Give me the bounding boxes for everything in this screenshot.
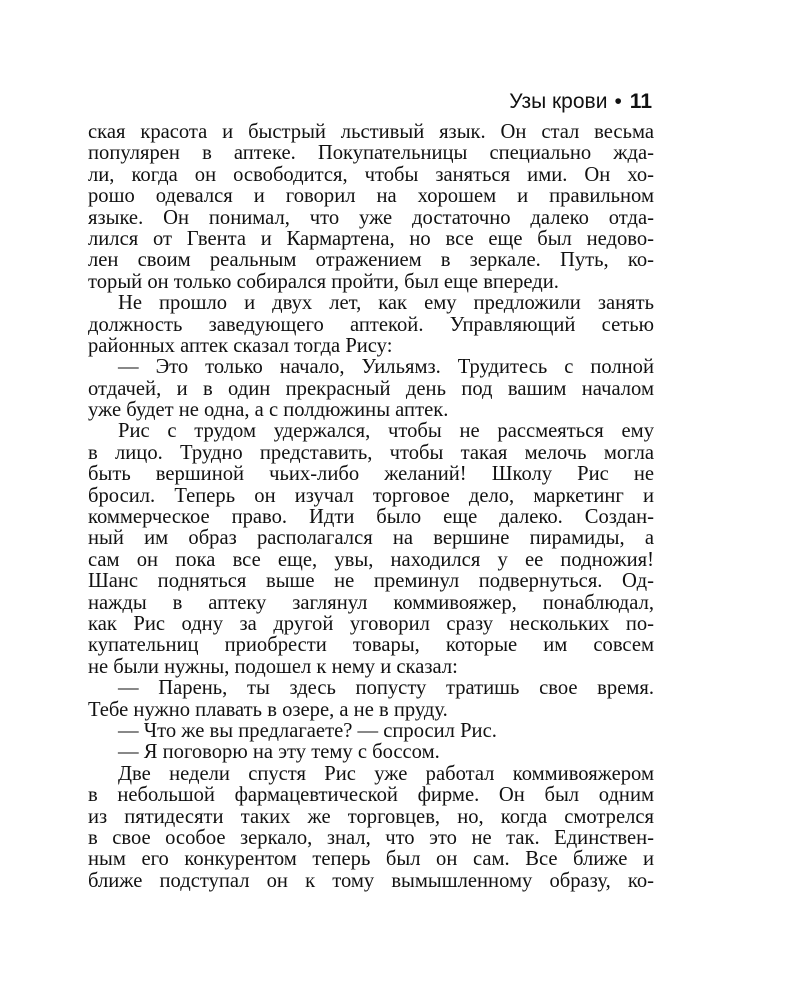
- text-line: в свое особое зеркало, знал, что это не так. Единствен-: [88, 827, 654, 849]
- text-line: как Рис одну за другой уговорил сразу нескольких по-: [88, 613, 654, 635]
- text-line: Две недели спустя Рис уже работал коммивояжером: [118, 763, 654, 785]
- text-line: языке. Он понимал, что уже достаточно далеко отда-: [88, 207, 654, 229]
- text-line: Рис с трудом удержался, чтобы не рассмеяться ему: [118, 421, 654, 443]
- text-line: в лицо. Трудно представить, чтобы такая мелочь могла: [88, 442, 654, 464]
- text-line: — Что же вы предлагаете? — спросил Рис.: [118, 720, 497, 742]
- text-line: рошо одевался и говорил на хорошем и правильном: [88, 186, 654, 208]
- text-line: Не прошло и двух лет, как ему предложили занять: [118, 293, 654, 315]
- text-line: Тебе нужно плавать в озере, а не в пруду.: [88, 699, 448, 721]
- text-line: коммерческое право. Идти было еще далеко. Создан-: [88, 507, 654, 529]
- text-line: ным его конкурентом теперь был он сам. Все ближе и: [88, 849, 654, 871]
- book-title: Узы крови: [509, 90, 608, 113]
- text-line: в небольшой фармацевтической фирме. Он был одним: [88, 785, 654, 807]
- text-line: нажды в аптеку заглянул коммивояжер, понаблюдал,: [88, 592, 654, 614]
- text-line: лен своим реальным отражением в зеркале. Путь, ко-: [88, 250, 654, 272]
- text-line: ская красота и быстрый льстивый язык. Он стал весьма: [88, 122, 654, 143]
- text-line: торый он только собирался пройти, был еще впереди.: [88, 271, 559, 293]
- text-line: отдачей, и в один прекрасный день под вашим началом: [88, 378, 654, 400]
- text-line: ный им образ располагался на вершине пирамиды, а: [88, 528, 654, 550]
- text-line: ближе подступал он к тому вымышленному образу, ко-: [88, 870, 654, 892]
- text-line: бросил. Теперь он изучал торговое дело, маркетинг и: [88, 485, 654, 507]
- text-line: сам он пока все еще, увы, находился у ее подножия!: [88, 549, 654, 571]
- text-line: не были нужны, подошел к нему и сказал:: [88, 656, 458, 678]
- page-number: 11: [629, 90, 652, 113]
- text-line: — Парень, ты здесь попусту тратишь свое время.: [118, 678, 654, 700]
- text-line: купательниц приобрести товары, которые им совсем: [88, 635, 654, 657]
- text-line: лился от Гвента и Кармартена, но все еще был недово-: [88, 228, 654, 250]
- text-line: — Это только начало, Уильямз. Трудитесь с полной: [118, 357, 654, 379]
- text-line: быть вершиной чьих-либо желаний! Школу Рис не: [88, 464, 654, 486]
- text-line: районных аптек сказал тогда Рису:: [88, 335, 393, 357]
- text-line: должность заведующего аптекой. Управляющий сетью: [88, 314, 654, 336]
- text-line: Шанс подняться выше не преминул подвернуться. Од-: [88, 571, 654, 593]
- text-line: из пятидесяти таких же торговцев, но, когда смотрелся: [88, 806, 654, 828]
- text-line: популярен в аптеке. Покупательницы специально жда-: [88, 143, 654, 165]
- header-bullet: •: [614, 90, 622, 113]
- text-line: ли, когда он освободится, чтобы заняться ими. Он хо-: [88, 164, 654, 186]
- running-header: [509, 90, 652, 114]
- text-line: уже будет не одна, а с полдюжины аптек.: [88, 400, 449, 422]
- body-text: [88, 122, 654, 892]
- text-line: — Я поговорю на эту тему с боссом.: [118, 742, 440, 764]
